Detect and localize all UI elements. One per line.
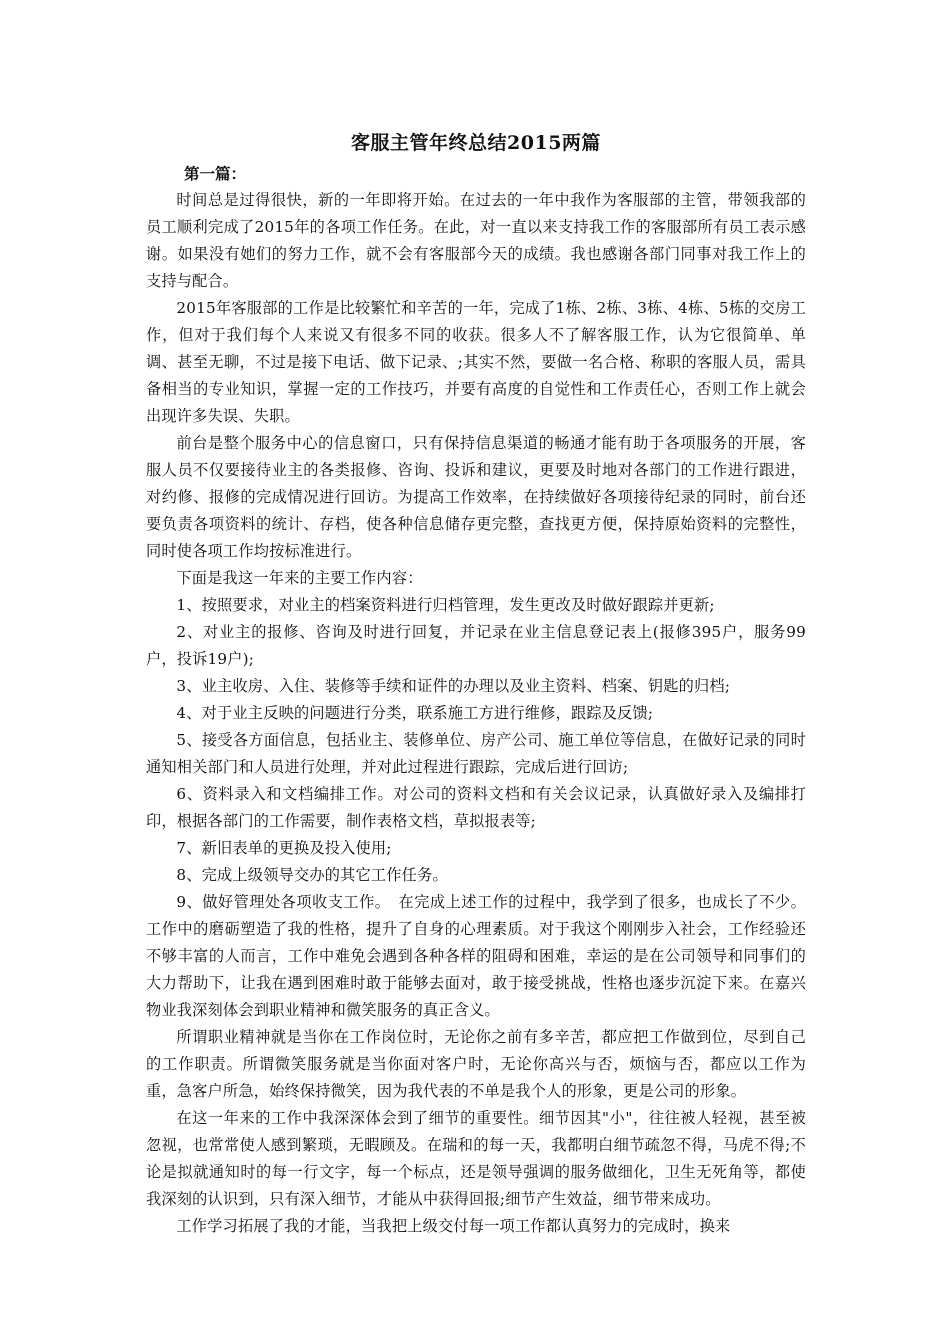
paragraph-details: 在这一年来的工作中我深深体会到了细节的重要性。细节因其"小"，往往被人轻视，甚至被忽视，也常常使人感到繁琐，无暇顾及。在瑞和的每一天，我都明白细节疏忽不得，马虎不得;不论是拟就通知时的每一行文字，每一个标点，还是领导强调的服务做细化，卫生无死角等，都使我深刻的认识到，只有深入细节，才能从中获得回报;细节产生效益，细节带来成功。 (146, 1109, 806, 1208)
list-item-9: 9、做好管理处各项收支工作。 在完成上述工作的过程中，我学到了很多，也成长了不少。工作中的磨砺塑造了我的性格，提升了自身的心理素质。对于我这个刚刚步入社会，工作经验还不够丰富的人而言，工作中难免会遇到各种各样的阻碍和困难，幸运的是在公司领导和同事们的大力帮助下，让我在遇到困难时敢于能够去面对，敢于接受挑战，性格也逐步沉淀下来。在嘉兴物业我深刻体会到职业精神和微笑服务的真正含义。 (146, 893, 806, 1019)
paragraph-work-list-intro: 下面是我这一年来的主要工作内容： (176, 569, 423, 587)
paragraph-professionalism: 所谓职业精神就是当你在工作岗位时，无论你之前有多辛苦，都应把工作做到位，尽到自己的工作职责。所谓微笑服务就是当你面对客户时，无论你高兴与否，烦恼与否，都应以工作为重，急客户所急，始终保持微笑，因为我代表的不单是我个人的形象，更是公司的形象。 (146, 1028, 806, 1100)
list-item-5: 5、接受各方面信息，包括业主、装修单位、房产公司、施工单位等信息，在做好记录的同时通知相关部门和人员进行处理，并对此过程进行跟踪，完成后进行回访; (146, 731, 806, 776)
list-item-1: 1、按照要求，对业主的档案资料进行归档管理，发生更改及时做好跟踪并更新; (176, 596, 715, 614)
document-title: 客服主管年终总结2015两篇 (351, 132, 601, 154)
list-item-6: 6、资料录入和文档编排工作。对公司的资料文档和有关会议记录，认真做好录入及编排打印，根据各部门的工作需要，制作表格文档，草拟报表等; (146, 785, 806, 830)
section-heading: 第一篇： (184, 164, 247, 183)
paragraph-growth: 工作学习拓展了我的才能，当我把上级交付每一项工作都认真努力的完成时，换来 (176, 1217, 731, 1235)
document-page (146, 128, 806, 1240)
paragraph-front-desk: 前台是整个服务中心的信息窗口，只有保持信息渠道的畅通才能有助于各项服务的开展，客服人员不仅要接待业主的各类报修、咨询、投诉和建议，更要及时地对各部门的工作进行跟进，对约修、报修的完成情况进行回访。为提高工作效率，在持续做好各项接待纪录的同时，前台还要负责各项资料的统计、存档，使各种信息储存更完整，查找更方便，保持原始资料的完整性，同时使各项工作均按标准进行。 (146, 434, 806, 560)
list-item-7: 7、新旧表单的更换及投入使用; (176, 839, 392, 857)
list-item-8: 8、完成上级领导交办的其它工作任务。 (176, 866, 448, 884)
list-item-4: 4、对于业主反映的问题进行分类，联系施工方进行维修，跟踪及反馈; (176, 704, 654, 722)
paragraph-2015-work: 2015年客服部的工作是比较繁忙和辛苦的一年，完成了1栋、2栋、3栋、4栋、5栋的交房工作，但对于我们每个人来说又有很多不同的收获。很多人不了解客服工作，认为它很简单、单调、甚至无聊，不过是接下电话、做下记录、;其实不然，要做一名合格、称职的客服人员，需具备相当的专业知识，掌握一定的工作技巧，并要有高度的自觉性和工作责任心，否则工作上就会出现许多失误、失职。 (146, 299, 806, 425)
list-item-2: 2、对业主的报修、咨询及时进行回复，并记录在业主信息登记表上(报修395户，服务99户，投诉19户); (146, 623, 806, 668)
paragraph-intro: 时间总是过得很快，新的一年即将开始。在过去的一年中我作为客服部的主管，带领我部的员工顺利完成了2015年的各项工作任务。在此，对一直以来支持我工作的客服部所有员工表示感谢。如果没有她们的努力工作，就不会有客服部今天的成绩。我也感谢各部门同事对我工作上的支持与配合。 (146, 191, 806, 290)
list-item-3: 3、业主收房、入住、装修等手续和证件的办理以及业主资料、档案、钥匙的归档; (176, 677, 731, 695)
